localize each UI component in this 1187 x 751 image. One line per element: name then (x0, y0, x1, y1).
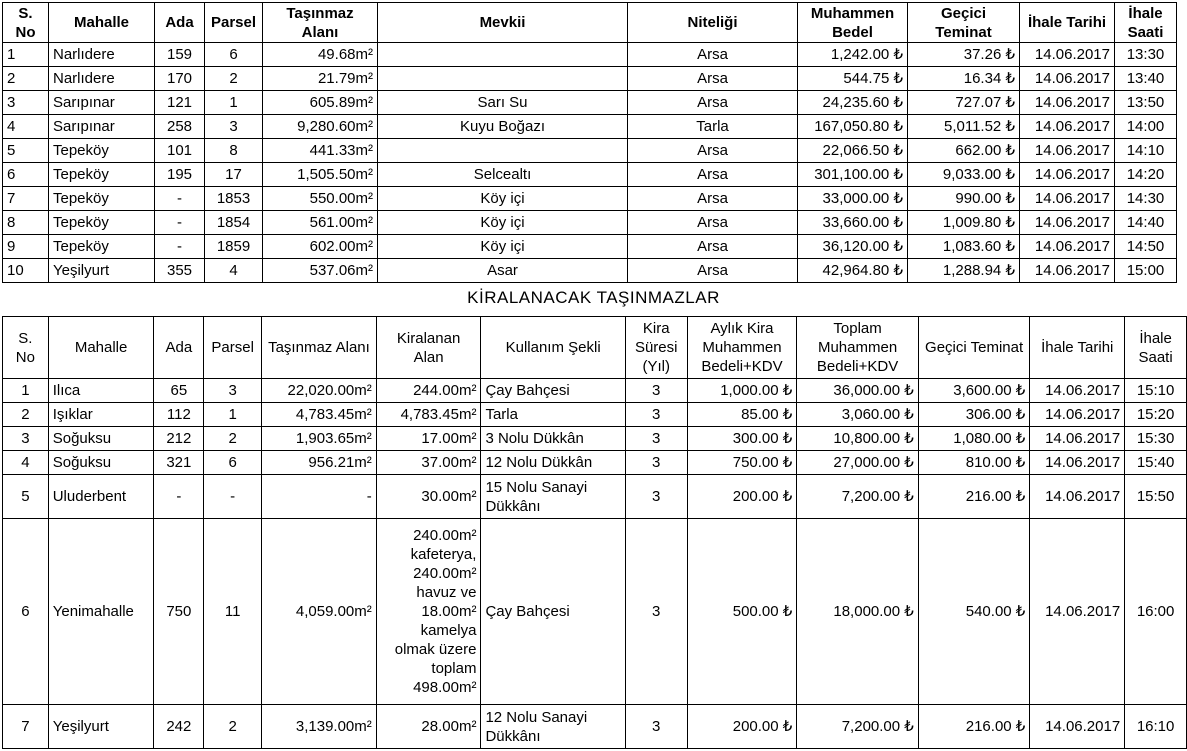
header-cell: Toplam Muhammen Bedeli+KDV (797, 317, 919, 379)
table-cell (378, 67, 628, 91)
table-cell: 500.00 ₺ (687, 519, 797, 705)
table-cell: Yeşilyurt (48, 705, 154, 749)
table-cell: 441.33m² (263, 139, 378, 163)
table-header-row (3, 317, 1187, 379)
table-row (3, 259, 1177, 283)
table-cell: Köy içi (378, 187, 628, 211)
table-cell: 22,020.00m² (262, 379, 377, 403)
table-cell: Ilıca (48, 379, 154, 403)
table-cell: 1853 (205, 187, 263, 211)
header-cell: İhale Saati (1115, 3, 1177, 43)
table-cell: Tepeköy (49, 139, 155, 163)
table-cell: 662.00 ₺ (908, 139, 1020, 163)
table-cell: 6 (3, 519, 49, 705)
table-cell: Asar (378, 259, 628, 283)
table-cell: Tepeköy (49, 211, 155, 235)
table-cell: 1,083.60 ₺ (908, 235, 1020, 259)
table-cell: 1 (204, 403, 262, 427)
table-cell: 14.06.2017 (1030, 403, 1125, 427)
table-cell: 244.00m² (376, 379, 481, 403)
table-cell: 200.00 ₺ (687, 475, 797, 519)
table-row (3, 235, 1177, 259)
table-cell: 3,600.00 ₺ (918, 379, 1030, 403)
table-cell: 2 (3, 403, 49, 427)
table-cell: 561.00m² (263, 211, 378, 235)
table-cell: 14:50 (1115, 235, 1177, 259)
table-cell: 11 (204, 519, 262, 705)
table-cell: 3 (3, 91, 49, 115)
table-cell: 15:50 (1125, 475, 1187, 519)
table-cell: 14:20 (1115, 163, 1177, 187)
table-body (3, 379, 1187, 749)
table-cell (378, 139, 628, 163)
table-cell: Uluderbent (48, 475, 154, 519)
table-row (3, 519, 1187, 705)
table-cell: 1854 (205, 211, 263, 235)
table-cell: 3,139.00m² (262, 705, 377, 749)
table-row (3, 451, 1187, 475)
table-cell: 13:40 (1115, 67, 1177, 91)
table-cell: 7 (3, 705, 49, 749)
table-cell: - (262, 475, 377, 519)
satilacak-tasinmazlar-table (2, 2, 1177, 283)
table-cell: 16.34 ₺ (908, 67, 1020, 91)
table-cell: 242 (154, 705, 204, 749)
table-cell: 15:40 (1125, 451, 1187, 475)
table-cell: Tarla (628, 115, 798, 139)
table-cell: 37.26 ₺ (908, 43, 1020, 67)
header-cell: Niteliği (628, 3, 798, 43)
table-cell: 3 (625, 379, 687, 403)
table-cell: 42,964.80 ₺ (798, 259, 908, 283)
table-cell: 602.00m² (263, 235, 378, 259)
header-cell: Ada (154, 317, 204, 379)
table-cell: - (204, 475, 262, 519)
table-cell: 3 (625, 427, 687, 451)
table-cell: 18,000.00 ₺ (797, 519, 919, 705)
table-cell: 9,033.00 ₺ (908, 163, 1020, 187)
table-cell: Yeşilyurt (49, 259, 155, 283)
table-cell: 13:50 (1115, 91, 1177, 115)
table-row (3, 211, 1177, 235)
table-cell: 4,783.45m² (376, 403, 481, 427)
table-cell: 355 (155, 259, 205, 283)
header-cell: Geçici Teminat (908, 3, 1020, 43)
header-cell: Aylık Kira Muhammen Bedeli+KDV (687, 317, 797, 379)
table-cell: 14.06.2017 (1020, 163, 1115, 187)
table-cell: 121 (155, 91, 205, 115)
table-cell: 9 (3, 235, 49, 259)
table-cell: Tepeköy (49, 163, 155, 187)
table-cell: Arsa (628, 259, 798, 283)
table-cell: Sarıpınar (49, 115, 155, 139)
header-cell: İhale Saati (1125, 317, 1187, 379)
table-cell: 13:30 (1115, 43, 1177, 67)
table-cell: 14.06.2017 (1020, 139, 1115, 163)
header-cell: Taşınmaz Alanı (263, 3, 378, 43)
table-cell: 17 (205, 163, 263, 187)
table-cell: 300.00 ₺ (687, 427, 797, 451)
table-cell: Soğuksu (48, 451, 154, 475)
table-cell: 216.00 ₺ (918, 475, 1030, 519)
table-cell: - (155, 235, 205, 259)
table-cell: 24,235.60 ₺ (798, 91, 908, 115)
table-cell: 12 Nolu Dükkân (481, 451, 625, 475)
table-header-row (3, 3, 1177, 43)
table-cell: 28.00m² (376, 705, 481, 749)
table-cell: 3,060.00 ₺ (797, 403, 919, 427)
table-cell: 49.68m² (263, 43, 378, 67)
table-cell: 14.06.2017 (1030, 451, 1125, 475)
table-cell: 301,100.00 ₺ (798, 163, 908, 187)
header-cell: Kullanım Şekli (481, 317, 625, 379)
header-cell: İhale Tarihi (1030, 317, 1125, 379)
table-cell: 7,200.00 ₺ (797, 475, 919, 519)
table-cell: 14:40 (1115, 211, 1177, 235)
table-cell: 306.00 ₺ (918, 403, 1030, 427)
table-cell: 1 (3, 379, 49, 403)
table-body (3, 43, 1177, 283)
table-cell: 14.06.2017 (1030, 705, 1125, 749)
table-cell: Arsa (628, 235, 798, 259)
table-cell: 14:10 (1115, 139, 1177, 163)
table-row (3, 427, 1187, 451)
table-cell: Çay Bahçesi (481, 519, 625, 705)
table-cell: 200.00 ₺ (687, 705, 797, 749)
table-cell: 2 (3, 67, 49, 91)
table-cell: 3 (205, 115, 263, 139)
table-cell: 321 (154, 451, 204, 475)
table-cell: 1 (3, 43, 49, 67)
table-cell: 750.00 ₺ (687, 451, 797, 475)
table-cell: Köy içi (378, 235, 628, 259)
table-cell: 5 (3, 475, 49, 519)
table-cell: 550.00m² (263, 187, 378, 211)
table-cell: 1,000.00 ₺ (687, 379, 797, 403)
table-cell: Işıklar (48, 403, 154, 427)
table-cell: 4 (3, 451, 49, 475)
table-cell: 1 (205, 91, 263, 115)
table-row (3, 115, 1177, 139)
table-cell: 14.06.2017 (1030, 427, 1125, 451)
table-cell: 4 (205, 259, 263, 283)
kiralanacak-tasinmazlar-table (2, 316, 1187, 749)
table-cell: Arsa (628, 91, 798, 115)
table-cell: - (154, 475, 204, 519)
table-cell: Selcealtı (378, 163, 628, 187)
header-cell: Parsel (204, 317, 262, 379)
table-cell: 15:20 (1125, 403, 1187, 427)
table-cell: 750 (154, 519, 204, 705)
table-cell: 14:30 (1115, 187, 1177, 211)
table-cell: 170 (155, 67, 205, 91)
table-cell: 1,242.00 ₺ (798, 43, 908, 67)
table-cell: 16:00 (1125, 519, 1187, 705)
header-cell: Mahalle (48, 317, 154, 379)
table-cell: 1859 (205, 235, 263, 259)
header-cell: Geçici Teminat (918, 317, 1030, 379)
table-cell: 17.00m² (376, 427, 481, 451)
table-row (3, 403, 1187, 427)
table-cell: 3 (625, 475, 687, 519)
table-cell: 3 Nolu Dükkân (481, 427, 625, 451)
table-cell: 537.06m² (263, 259, 378, 283)
table-cell: 990.00 ₺ (908, 187, 1020, 211)
table-cell: 2 (204, 705, 262, 749)
header-cell: Muhammen Bedel (798, 3, 908, 43)
table-cell: 2 (204, 427, 262, 451)
table-cell: 14.06.2017 (1030, 519, 1125, 705)
table-cell: 3 (625, 705, 687, 749)
table-cell: 1,009.80 ₺ (908, 211, 1020, 235)
table-cell: 30.00m² (376, 475, 481, 519)
section-title: KİRALANACAK TAŞINMAZLAR (467, 288, 720, 307)
header-cell: S. No (3, 3, 49, 43)
table-cell: 10,800.00 ₺ (797, 427, 919, 451)
table-cell: 2 (205, 67, 263, 91)
table-cell: 112 (154, 403, 204, 427)
table-cell: 258 (155, 115, 205, 139)
table-cell: Köy içi (378, 211, 628, 235)
table-cell: 36,000.00 ₺ (797, 379, 919, 403)
table-cell: 3 (625, 519, 687, 705)
table-row (3, 163, 1177, 187)
table-row (3, 67, 1177, 91)
table-cell: 6 (3, 163, 49, 187)
table-cell: 605.89m² (263, 91, 378, 115)
table-cell: Tarla (481, 403, 625, 427)
table-cell: 212 (154, 427, 204, 451)
table-cell: 14.06.2017 (1020, 91, 1115, 115)
table-cell: Arsa (628, 211, 798, 235)
table-row (3, 139, 1177, 163)
table-cell: 15 Nolu Sanayi Dükkânı (481, 475, 625, 519)
table-cell: Narlıdere (49, 43, 155, 67)
table-cell: 15:00 (1115, 259, 1177, 283)
table-cell: 16:10 (1125, 705, 1187, 749)
table-cell: 240.00m² kafeterya, 240.00m² havuz ve 18.00m² kamelya olmak üzere toplam 498.00m² (376, 519, 481, 705)
table-cell: 167,050.80 ₺ (798, 115, 908, 139)
table-row (3, 43, 1177, 67)
table-cell: - (155, 187, 205, 211)
table-cell: 12 Nolu Sanayi Dükkânı (481, 705, 625, 749)
table-cell: 85.00 ₺ (687, 403, 797, 427)
table-cell: 9,280.60m² (263, 115, 378, 139)
table-cell: 6 (205, 43, 263, 67)
table-cell: 540.00 ₺ (918, 519, 1030, 705)
table-cell: 4,783.45m² (262, 403, 377, 427)
table-cell: 3 (625, 403, 687, 427)
header-cell: İhale Tarihi (1020, 3, 1115, 43)
table-cell: - (155, 211, 205, 235)
table-cell: 3 (204, 379, 262, 403)
table-cell: 3 (625, 451, 687, 475)
table-cell: 810.00 ₺ (918, 451, 1030, 475)
header-cell: Mevkii (378, 3, 628, 43)
table-cell: 15:30 (1125, 427, 1187, 451)
table-cell: Tepeköy (49, 187, 155, 211)
table-cell: Çay Bahçesi (481, 379, 625, 403)
table-cell: 956.21m² (262, 451, 377, 475)
table-cell: 6 (204, 451, 262, 475)
header-cell: S. No (3, 317, 49, 379)
table-cell: 1,903.65m² (262, 427, 377, 451)
table-cell: 4 (3, 115, 49, 139)
table-cell: 14.06.2017 (1020, 67, 1115, 91)
table-cell: 21.79m² (263, 67, 378, 91)
table-cell: 1,288.94 ₺ (908, 259, 1020, 283)
table-row (3, 91, 1177, 115)
table-cell: 65 (154, 379, 204, 403)
header-cell: Taşınmaz Alanı (262, 317, 377, 379)
table-cell: 216.00 ₺ (918, 705, 1030, 749)
table-row (3, 187, 1177, 211)
table-cell: Yenimahalle (48, 519, 154, 705)
table-cell: 5 (3, 139, 49, 163)
table-cell: 727.07 ₺ (908, 91, 1020, 115)
table-row (3, 475, 1187, 519)
table-cell: 14.06.2017 (1020, 43, 1115, 67)
table-cell: 15:10 (1125, 379, 1187, 403)
table-cell: 101 (155, 139, 205, 163)
table-cell: 14.06.2017 (1030, 475, 1125, 519)
table-cell: 33,000.00 ₺ (798, 187, 908, 211)
table-cell: Arsa (628, 187, 798, 211)
table-cell: 36,120.00 ₺ (798, 235, 908, 259)
table-row (3, 705, 1187, 749)
table-cell: Kuyu Boğazı (378, 115, 628, 139)
table-cell: Arsa (628, 139, 798, 163)
table-cell: Arsa (628, 163, 798, 187)
table-cell: 14.06.2017 (1020, 235, 1115, 259)
table-cell: 195 (155, 163, 205, 187)
table-cell: 14:00 (1115, 115, 1177, 139)
table-cell: 37.00m² (376, 451, 481, 475)
table-cell: 8 (3, 211, 49, 235)
table-cell: Soğuksu (48, 427, 154, 451)
table-cell: Narlıdere (49, 67, 155, 91)
table-cell: 1,505.50m² (263, 163, 378, 187)
table-cell: 33,660.00 ₺ (798, 211, 908, 235)
table-cell: 10 (3, 259, 49, 283)
header-cell: Ada (155, 3, 205, 43)
table-row (3, 379, 1187, 403)
table-cell: Arsa (628, 43, 798, 67)
table-cell: 544.75 ₺ (798, 67, 908, 91)
table-cell: 14.06.2017 (1020, 187, 1115, 211)
table-cell: 14.06.2017 (1020, 115, 1115, 139)
table-cell: Tepeköy (49, 235, 155, 259)
table-cell: Sarıpınar (49, 91, 155, 115)
table-cell: 14.06.2017 (1020, 259, 1115, 283)
table-cell: 27,000.00 ₺ (797, 451, 919, 475)
table-cell: 22,066.50 ₺ (798, 139, 908, 163)
table-cell (378, 43, 628, 67)
table-cell: 14.06.2017 (1020, 211, 1115, 235)
table-cell: 159 (155, 43, 205, 67)
header-cell: Kiralanan Alan (376, 317, 481, 379)
table-cell: Sarı Su (378, 91, 628, 115)
table-cell: 7 (3, 187, 49, 211)
table-cell: 1,080.00 ₺ (918, 427, 1030, 451)
table-cell: 4,059.00m² (262, 519, 377, 705)
table-cell: 5,011.52 ₺ (908, 115, 1020, 139)
header-cell: Mahalle (49, 3, 155, 43)
table-cell: 14.06.2017 (1030, 379, 1125, 403)
table-cell: 7,200.00 ₺ (797, 705, 919, 749)
header-cell: Kira Süresi (Yıl) (625, 317, 687, 379)
table-cell: 8 (205, 139, 263, 163)
table-cell: Arsa (628, 67, 798, 91)
header-cell: Parsel (205, 3, 263, 43)
table-cell: 3 (3, 427, 49, 451)
